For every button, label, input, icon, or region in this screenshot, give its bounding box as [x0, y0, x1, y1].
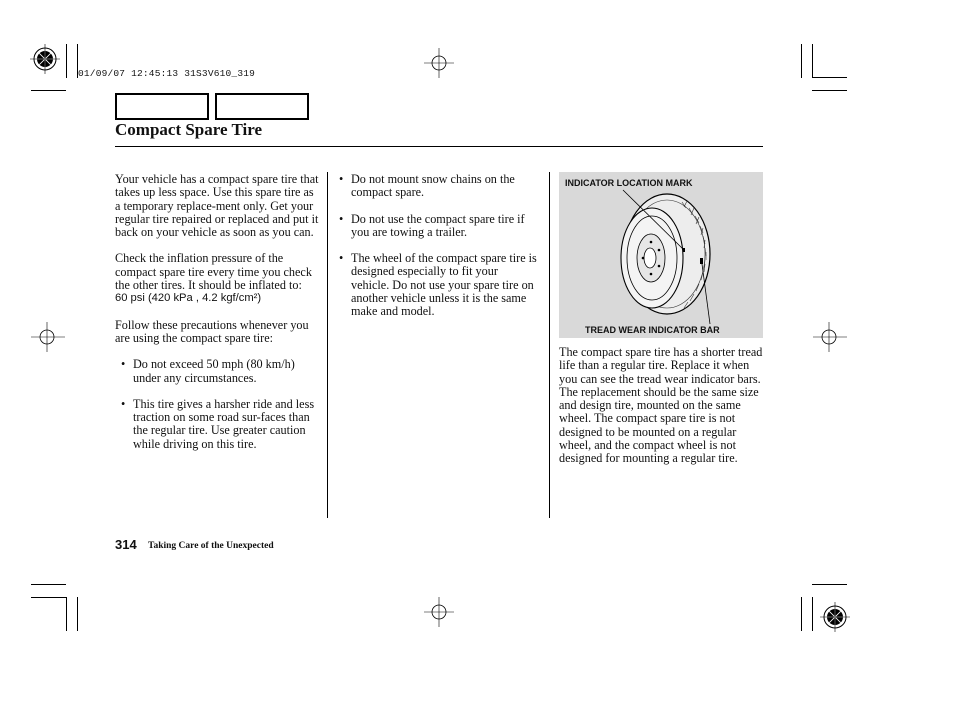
crop-mark: [66, 44, 67, 78]
column-divider: [549, 172, 550, 518]
section-name: Taking Care of the Unexpected: [148, 541, 274, 551]
list-item: • The wheel of the compact spare tire is designed especially to fit your vehicle. Do not use your spare tire on another vehicle unless it is the same make and model.: [339, 251, 537, 319]
column-divider: [327, 172, 328, 518]
bullet-icon: •: [121, 396, 126, 411]
inflation-pressure-value: 60 psi (420 kPa , 4.2 kgf/cm²): [115, 292, 262, 305]
crop-mark: [812, 597, 813, 631]
registration-target-bottom-right-icon: [820, 602, 850, 632]
page-title: Compact Spare Tire: [115, 120, 263, 139]
column-middle: [339, 173, 539, 332]
column-left: [115, 173, 321, 464]
crop-mark: [812, 44, 813, 78]
list-item: • Do not use the compact spare tire if you are towing a trailer.: [339, 211, 525, 239]
crop-mark: [31, 584, 66, 585]
tire-figure: [559, 172, 763, 338]
bullet-icon: •: [339, 251, 344, 266]
print-code: 01/09/07 12:45:13 31S3V610_319: [78, 68, 256, 79]
bullet-icon: •: [121, 357, 126, 372]
crop-mark: [31, 90, 66, 91]
crop-mark: [812, 584, 847, 585]
crop-mark: [812, 77, 847, 78]
tread-wear-indicator-bar-label: TREAD WEAR INDICATOR BAR: [585, 325, 720, 335]
crosshair-right-middle-icon: [813, 322, 847, 352]
crosshair-top-center-icon: [424, 48, 454, 78]
crop-mark: [77, 597, 78, 631]
tire-illustration-icon: [607, 188, 717, 324]
crop-mark: [31, 597, 66, 598]
bullet-icon: •: [339, 172, 344, 186]
registration-target-top-left-icon: [30, 44, 60, 74]
crosshair-left-middle-icon: [31, 322, 65, 352]
section-tab-box-1: [115, 93, 209, 120]
column-right: [559, 346, 765, 479]
tread-life-paragraph: The compact spare tire has a shorter tread life than a regular tire. Replace it when you can see the tread wear indicator bars. The replacement should be the same size and design tire, mounted on the same wheel. The compact spare tire is not designed to be mounted on a regular wheel, and the compact wheel is not designed for mounting a regular tire.: [559, 345, 763, 466]
list-item: • This tire gives a harsher ride and less traction on some road sur-faces than the regular tire. Use greater caution while driving on this tire.: [121, 396, 315, 451]
intro-paragraph: Your vehicle has a compact spare tire that takes up less space. Use this spare tire as a temporary replace-ment only. Get your regular tire repaired or replaced and put it back on your vehicle as soon as you can.: [115, 172, 319, 240]
crop-mark: [812, 90, 847, 91]
crop-mark: [801, 597, 802, 631]
bullet-icon: •: [339, 211, 344, 226]
list-item: • Do not mount snow chains on the compact spare.: [339, 172, 515, 200]
inflation-paragraph: Check the inflation pressure of the compact spare tire every time you check the other tires. It should be inflated to:: [115, 251, 312, 293]
title-rule: [115, 146, 763, 147]
indicator-location-mark-label: INDICATOR LOCATION MARK: [565, 178, 693, 188]
crop-mark: [801, 44, 802, 78]
section-tab-box-2: [215, 93, 309, 120]
list-item: • Do not exceed 50 mph (80 km/h) under any circumstances.: [121, 357, 295, 385]
crop-mark: [66, 597, 67, 631]
crosshair-bottom-center-icon: [424, 597, 454, 627]
precautions-paragraph: Follow these precautions whenever you are using the compact spare tire:: [115, 317, 309, 345]
page-number: 314: [115, 537, 137, 552]
